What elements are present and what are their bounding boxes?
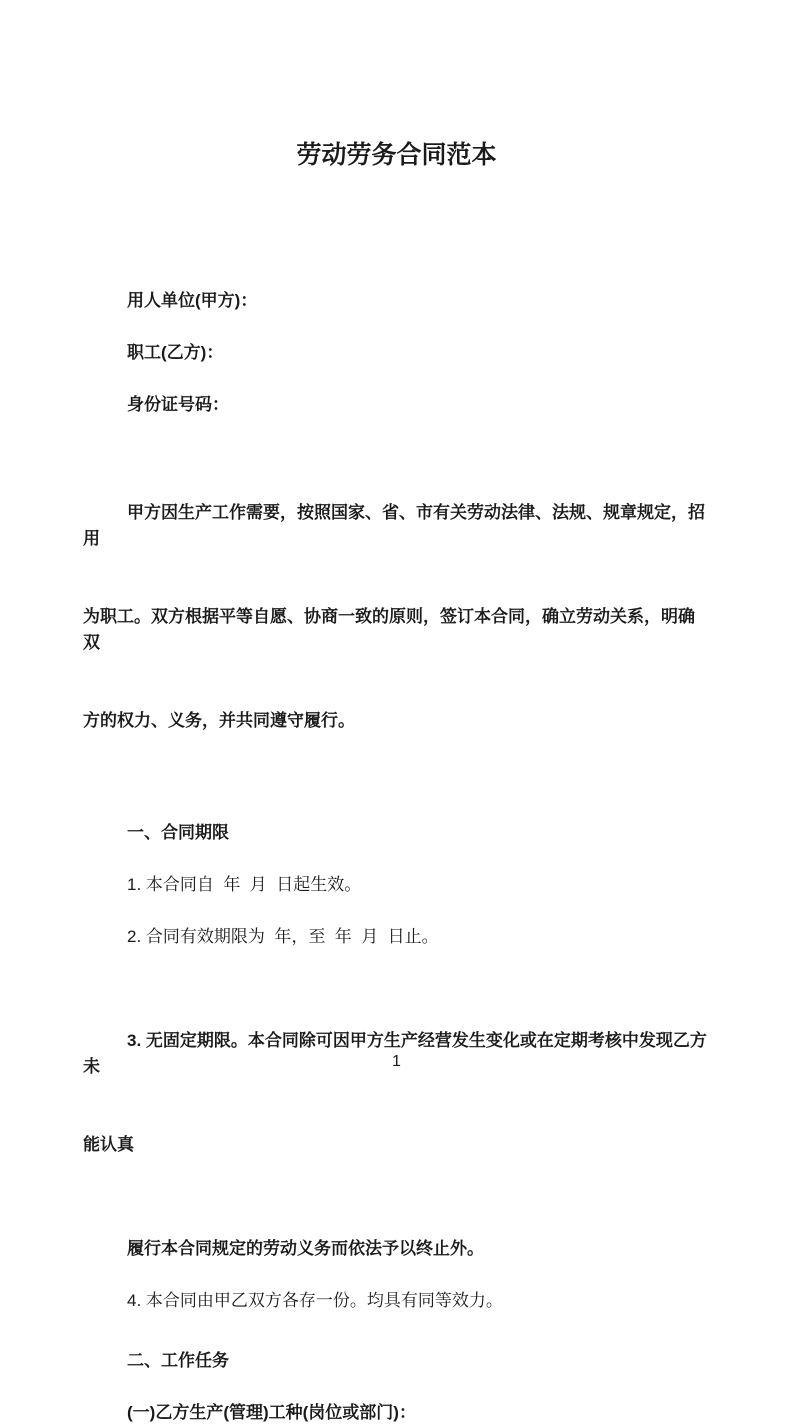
clause-1-1: 1. 本合同自 年 月 日起生效。 <box>127 875 362 894</box>
section-2-heading: 二、工作任务 <box>127 1351 229 1370</box>
clause-1-4: 4. 本合同由甲乙双方各存一份。均具有同等效力。 <box>127 1291 503 1310</box>
clause-1-3-continuation: 履行本合同规定的劳动义务而依法予以终止外。 <box>127 1239 484 1258</box>
intro-paragraph <box>83 444 710 786</box>
clause-1-3-line-1: 3. 无固定期限。本合同除可因甲方生产经营发生变化或在定期考核中发现乙方未 <box>83 1031 707 1076</box>
page-number: 1 <box>392 1053 401 1070</box>
clause-1-2: 2. 合同有效期限为 年，至 年 月 日止。 <box>127 927 439 946</box>
clause-1-3-line-2: 能认真 <box>83 1135 134 1154</box>
clause-2-1: (一)乙方生产(管理)工种(岗位或部门)： <box>127 1403 416 1422</box>
clause-1-3 <box>83 976 710 1210</box>
document-title: 劳动劳务合同范本 <box>296 141 497 169</box>
field-employee: 职工(乙方)： <box>127 343 224 362</box>
field-id-number: 身份证号码： <box>127 395 229 414</box>
intro-line-3: 方的权力、义务，并共同遵守履行。 <box>83 711 355 730</box>
section-1-heading: 一、合同期限 <box>127 823 229 842</box>
intro-line-2: 为职工。双方根据平等自愿、协商一致的原则，签订本合同，确立劳动关系，明确双 <box>83 607 695 652</box>
field-employer: 用人单位(甲方)： <box>127 291 258 310</box>
intro-line-1: 甲方因生产工作需要，按照国家、省、市有关劳动法律、法规、规章规定，招用 <box>83 503 705 548</box>
